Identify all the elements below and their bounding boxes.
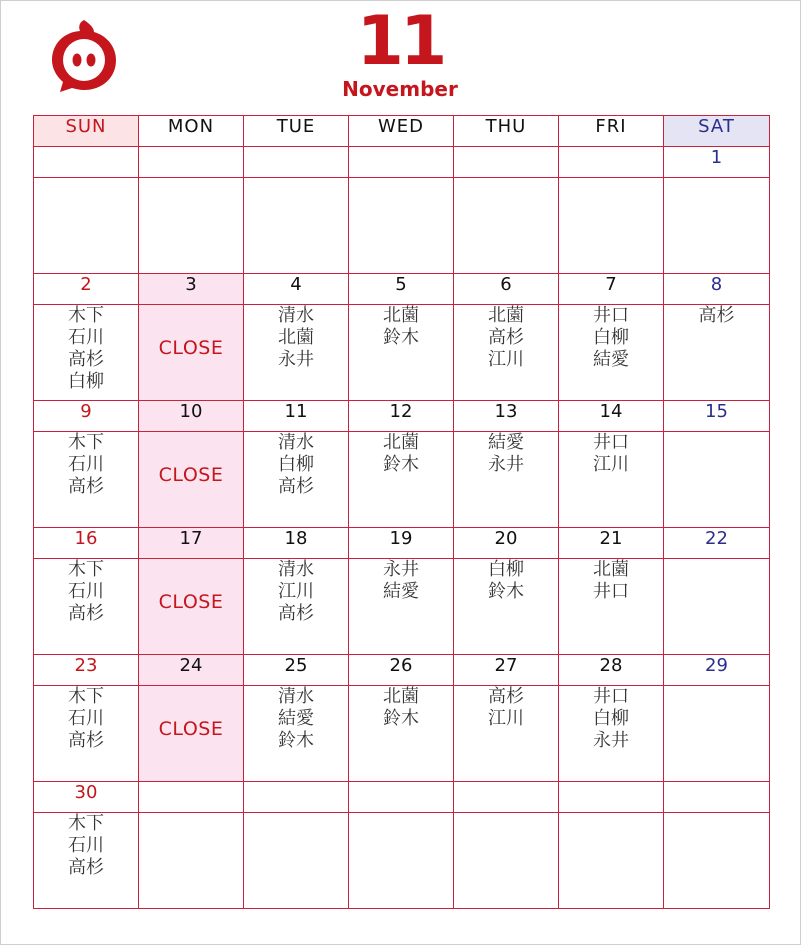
day-number-mon bbox=[139, 147, 244, 178]
day-number-mon bbox=[139, 782, 244, 813]
day-cell-thu bbox=[454, 305, 559, 401]
day-number-sat: 22 bbox=[664, 528, 770, 559]
staff-name: 高杉 bbox=[488, 327, 524, 348]
staff-name: 石川 bbox=[68, 708, 104, 729]
week-5-staff-row bbox=[34, 686, 770, 782]
week-1-staff-row bbox=[34, 178, 770, 274]
day-cell-mon bbox=[139, 305, 244, 401]
staff-name: 石川 bbox=[68, 327, 104, 348]
day-cell-sun bbox=[34, 432, 139, 528]
day-cell-sun bbox=[34, 178, 139, 274]
day-cell-fri bbox=[559, 559, 664, 655]
day-cell-wed bbox=[349, 305, 454, 401]
day-number-fri bbox=[559, 147, 664, 178]
day-cell-sun bbox=[34, 686, 139, 782]
week-4-date-row bbox=[34, 528, 770, 559]
week-2-staff-row bbox=[34, 305, 770, 401]
day-cell-wed bbox=[349, 813, 454, 909]
staff-name: 清水 bbox=[278, 305, 314, 326]
day-number-wed bbox=[349, 147, 454, 178]
day-cell-mon bbox=[139, 686, 244, 782]
weekday-tue: TUE bbox=[244, 116, 349, 147]
staff-name: 鈴木 bbox=[488, 581, 524, 602]
day-number-wed: 26 bbox=[349, 655, 454, 686]
day-number-tue: 4 bbox=[244, 274, 349, 305]
calendar-grid bbox=[33, 115, 770, 909]
staff-name: 木下 bbox=[68, 305, 104, 326]
day-cell-fri bbox=[559, 432, 664, 528]
close-label: CLOSE bbox=[158, 464, 224, 486]
staff-name: 永井 bbox=[593, 730, 629, 751]
day-cell-sun bbox=[34, 305, 139, 401]
staff-name: 高杉 bbox=[488, 686, 524, 707]
staff-name: 白柳 bbox=[488, 559, 524, 580]
day-cell-mon bbox=[139, 559, 244, 655]
staff-name: 高杉 bbox=[68, 857, 104, 878]
staff-name: 結愛 bbox=[278, 708, 314, 729]
week-5-date-row bbox=[34, 655, 770, 686]
staff-name: 井口 bbox=[593, 581, 629, 602]
day-number-fri: 28 bbox=[559, 655, 664, 686]
day-cell-sat bbox=[664, 559, 770, 655]
day-number-tue: 18 bbox=[244, 528, 349, 559]
day-cell-thu bbox=[454, 178, 559, 274]
staff-name: 高杉 bbox=[68, 476, 104, 497]
day-number-mon: 17 bbox=[139, 528, 244, 559]
week-6-date-row bbox=[34, 782, 770, 813]
day-cell-sat bbox=[664, 432, 770, 528]
staff-name: 高杉 bbox=[68, 349, 104, 370]
staff-name: 木下 bbox=[68, 432, 104, 453]
day-number-fri: 7 bbox=[559, 274, 664, 305]
day-number-thu: 27 bbox=[454, 655, 559, 686]
staff-name: 高杉 bbox=[278, 476, 314, 497]
staff-name: 北薗 bbox=[383, 686, 419, 707]
staff-name: 結愛 bbox=[488, 432, 524, 453]
day-number-sat: 8 bbox=[664, 274, 770, 305]
staff-name: 清水 bbox=[278, 686, 314, 707]
day-cell-wed bbox=[349, 432, 454, 528]
day-number-mon: 10 bbox=[139, 401, 244, 432]
day-cell-thu bbox=[454, 432, 559, 528]
staff-name: 白柳 bbox=[278, 454, 314, 475]
staff-name: 井口 bbox=[593, 432, 629, 453]
staff-name: 北薗 bbox=[278, 327, 314, 348]
day-number-sun bbox=[34, 147, 139, 178]
staff-name: 井口 bbox=[593, 686, 629, 707]
day-cell-fri bbox=[559, 813, 664, 909]
day-number-sat: 29 bbox=[664, 655, 770, 686]
day-number-sat: 15 bbox=[664, 401, 770, 432]
staff-name: 江川 bbox=[488, 708, 524, 729]
close-label: CLOSE bbox=[158, 337, 224, 359]
staff-name: 鈴木 bbox=[383, 454, 419, 475]
staff-name: 北薗 bbox=[593, 559, 629, 580]
staff-name: 鈴木 bbox=[383, 708, 419, 729]
day-number-sun: 23 bbox=[34, 655, 139, 686]
day-cell-fri bbox=[559, 686, 664, 782]
day-number-wed bbox=[349, 782, 454, 813]
staff-name: 清水 bbox=[278, 559, 314, 580]
weekday-fri: FRI bbox=[559, 116, 664, 147]
day-number-tue: 25 bbox=[244, 655, 349, 686]
staff-name: 木下 bbox=[68, 686, 104, 707]
staff-name: 永井 bbox=[383, 559, 419, 580]
staff-name: 永井 bbox=[488, 454, 524, 475]
day-number-wed: 19 bbox=[349, 528, 454, 559]
day-number-sun: 9 bbox=[34, 401, 139, 432]
day-cell-wed bbox=[349, 559, 454, 655]
day-number-tue: 11 bbox=[244, 401, 349, 432]
week-3-staff-row bbox=[34, 432, 770, 528]
day-cell-sun bbox=[34, 813, 139, 909]
staff-name: 鈴木 bbox=[278, 730, 314, 751]
weekday-wed: WED bbox=[349, 116, 454, 147]
day-number-fri: 21 bbox=[559, 528, 664, 559]
speech-bubble-face-logo-icon bbox=[50, 18, 118, 94]
staff-name: 結愛 bbox=[593, 349, 629, 370]
day-number-wed: 5 bbox=[349, 274, 454, 305]
staff-name: 高杉 bbox=[278, 603, 314, 624]
day-number-fri bbox=[559, 782, 664, 813]
day-number-mon: 3 bbox=[139, 274, 244, 305]
staff-name: 清水 bbox=[278, 432, 314, 453]
day-number-thu: 20 bbox=[454, 528, 559, 559]
staff-name: 江川 bbox=[278, 581, 314, 602]
day-cell-sun bbox=[34, 559, 139, 655]
staff-name: 井口 bbox=[593, 305, 629, 326]
week-3-date-row bbox=[34, 401, 770, 432]
staff-name: 北薗 bbox=[383, 432, 419, 453]
staff-name: 石川 bbox=[68, 581, 104, 602]
day-cell-mon bbox=[139, 178, 244, 274]
staff-name: 高杉 bbox=[68, 730, 104, 751]
weekday-sat: SAT bbox=[664, 116, 770, 147]
staff-name: 結愛 bbox=[383, 581, 419, 602]
weekday-thu: THU bbox=[454, 116, 559, 147]
staff-name: 白柳 bbox=[593, 708, 629, 729]
day-number-fri: 14 bbox=[559, 401, 664, 432]
day-cell-fri bbox=[559, 178, 664, 274]
day-number-thu: 13 bbox=[454, 401, 559, 432]
day-number-mon: 24 bbox=[139, 655, 244, 686]
weekday-mon: MON bbox=[139, 116, 244, 147]
day-number-sun: 16 bbox=[34, 528, 139, 559]
weekday-sun: SUN bbox=[34, 116, 139, 147]
day-cell-fri bbox=[559, 305, 664, 401]
week-1-date-row bbox=[34, 147, 770, 178]
month-name: November bbox=[342, 77, 458, 101]
day-number-thu: 6 bbox=[454, 274, 559, 305]
close-label: CLOSE bbox=[158, 591, 224, 613]
day-cell-wed bbox=[349, 686, 454, 782]
day-cell-wed bbox=[349, 178, 454, 274]
day-number-sun: 2 bbox=[34, 274, 139, 305]
staff-name: 白柳 bbox=[593, 327, 629, 348]
staff-name: 石川 bbox=[68, 454, 104, 475]
week-4-staff-row bbox=[34, 559, 770, 655]
day-cell-sat bbox=[664, 305, 770, 401]
staff-name: 高杉 bbox=[698, 305, 735, 326]
staff-name: 永井 bbox=[278, 349, 314, 370]
weekday-header-row bbox=[34, 116, 770, 147]
day-cell-sat bbox=[664, 813, 770, 909]
day-number-thu bbox=[454, 782, 559, 813]
day-number-tue bbox=[244, 147, 349, 178]
week-2-date-row bbox=[34, 274, 770, 305]
day-cell-tue bbox=[244, 559, 349, 655]
staff-name: 木下 bbox=[68, 559, 104, 580]
day-number-wed: 12 bbox=[349, 401, 454, 432]
staff-name: 北薗 bbox=[383, 305, 419, 326]
day-number-sat: 1 bbox=[664, 147, 770, 178]
day-cell-thu bbox=[454, 559, 559, 655]
day-cell-tue bbox=[244, 432, 349, 528]
staff-name: 北薗 bbox=[488, 305, 524, 326]
day-number-tue bbox=[244, 782, 349, 813]
day-cell-mon bbox=[139, 813, 244, 909]
week-6-staff-row bbox=[34, 813, 770, 909]
day-cell-thu bbox=[454, 686, 559, 782]
day-cell-tue bbox=[244, 686, 349, 782]
day-cell-sat bbox=[664, 178, 770, 274]
day-number-thu bbox=[454, 147, 559, 178]
day-cell-tue bbox=[244, 813, 349, 909]
staff-name: 江川 bbox=[488, 349, 524, 370]
day-cell-sat bbox=[664, 686, 770, 782]
staff-name: 江川 bbox=[593, 454, 629, 475]
staff-name: 鈴木 bbox=[383, 327, 419, 348]
day-cell-tue bbox=[244, 305, 349, 401]
day-cell-tue bbox=[244, 178, 349, 274]
month-number: 11 bbox=[356, 2, 444, 81]
staff-name: 高杉 bbox=[68, 603, 104, 624]
staff-name: 木下 bbox=[68, 813, 104, 834]
day-number-sat bbox=[664, 782, 770, 813]
staff-name: 石川 bbox=[68, 835, 104, 856]
day-cell-mon bbox=[139, 432, 244, 528]
staff-name: 白柳 bbox=[68, 371, 104, 392]
day-cell-thu bbox=[454, 813, 559, 909]
close-label: CLOSE bbox=[158, 718, 224, 740]
day-number-sun: 30 bbox=[34, 782, 139, 813]
